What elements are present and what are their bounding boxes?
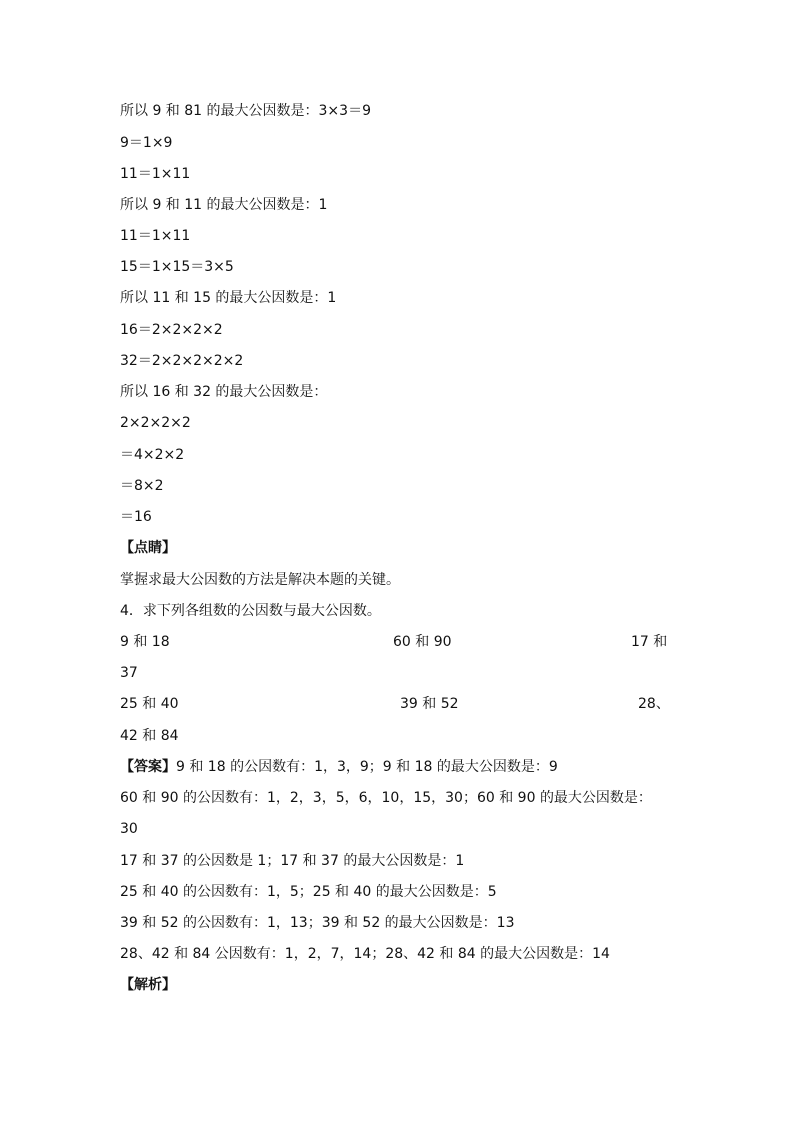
answer-heading: 【答案】 [120, 759, 176, 775]
dianjing-heading: 【点睛】 [120, 540, 176, 556]
answer-text: 9 和 18 的公因数有：1，3，9；9 和 18 的最大公因数是：9 [176, 759, 558, 775]
grid-cell: 39 和 52 [400, 696, 459, 712]
grid-cell: 17 和 [631, 634, 668, 650]
text-line: 9＝1×9 [120, 135, 173, 151]
text-line: ＝4×2×2 [120, 447, 185, 463]
text-line: ＝8×2 [120, 478, 164, 494]
text-line: 32＝2×2×2×2×2 [120, 353, 244, 369]
answer-line [120, 757, 558, 777]
answer-line: 30 [120, 821, 138, 837]
dianjing-text: 掌握求最大公因数的方法是解决本题的关键。 [120, 572, 400, 588]
grid-cell-wrap: 37 [120, 665, 138, 681]
text-line: 所以 9 和 11 的最大公因数是：1 [120, 197, 328, 213]
text-line: ＝16 [120, 509, 152, 525]
grid-cell: 25 和 40 [120, 696, 179, 712]
text-line: 2×2×2×2 [120, 415, 191, 431]
text-line: 11＝1×11 [120, 166, 191, 182]
text-line: 15＝1×15＝3×5 [120, 259, 234, 275]
answer-line: 28、42 和 84 公因数有：1，2，7，14；28、42 和 84 的最大公因数是：14 [120, 946, 610, 962]
grid-cell: 9 和 18 [120, 634, 170, 650]
grid-cell: 28、 [638, 696, 670, 712]
text-line: 所以 9 和 81 的最大公因数是：3×3＝9 [120, 103, 371, 119]
text-line: 11＝1×11 [120, 228, 191, 244]
answer-line: 39 和 52 的公因数有：1，13；39 和 52 的最大公因数是：13 [120, 915, 515, 931]
text-line: 16＝2×2×2×2 [120, 322, 223, 338]
text-line: 所以 11 和 15 的最大公因数是：1 [120, 290, 337, 306]
grid-cell: 60 和 90 [393, 634, 452, 650]
answer-line: 25 和 40 的公因数有：1，5；25 和 40 的最大公因数是：5 [120, 884, 497, 900]
text-line: 所以 16 和 32 的最大公因数是： [120, 384, 328, 400]
question-title: 4．求下列各组数的公因数与最大公因数。 [120, 603, 381, 619]
jiexi-heading: 【解析】 [120, 977, 176, 993]
grid-cell-wrap: 42 和 84 [120, 728, 179, 744]
answer-line: 60 和 90 的公因数有：1，2，3，5，6，10，15，30；60 和 90 的最大公因数是： [120, 790, 652, 806]
answer-line: 17 和 37 的公因数是 1；17 和 37 的最大公因数是：1 [120, 853, 465, 869]
